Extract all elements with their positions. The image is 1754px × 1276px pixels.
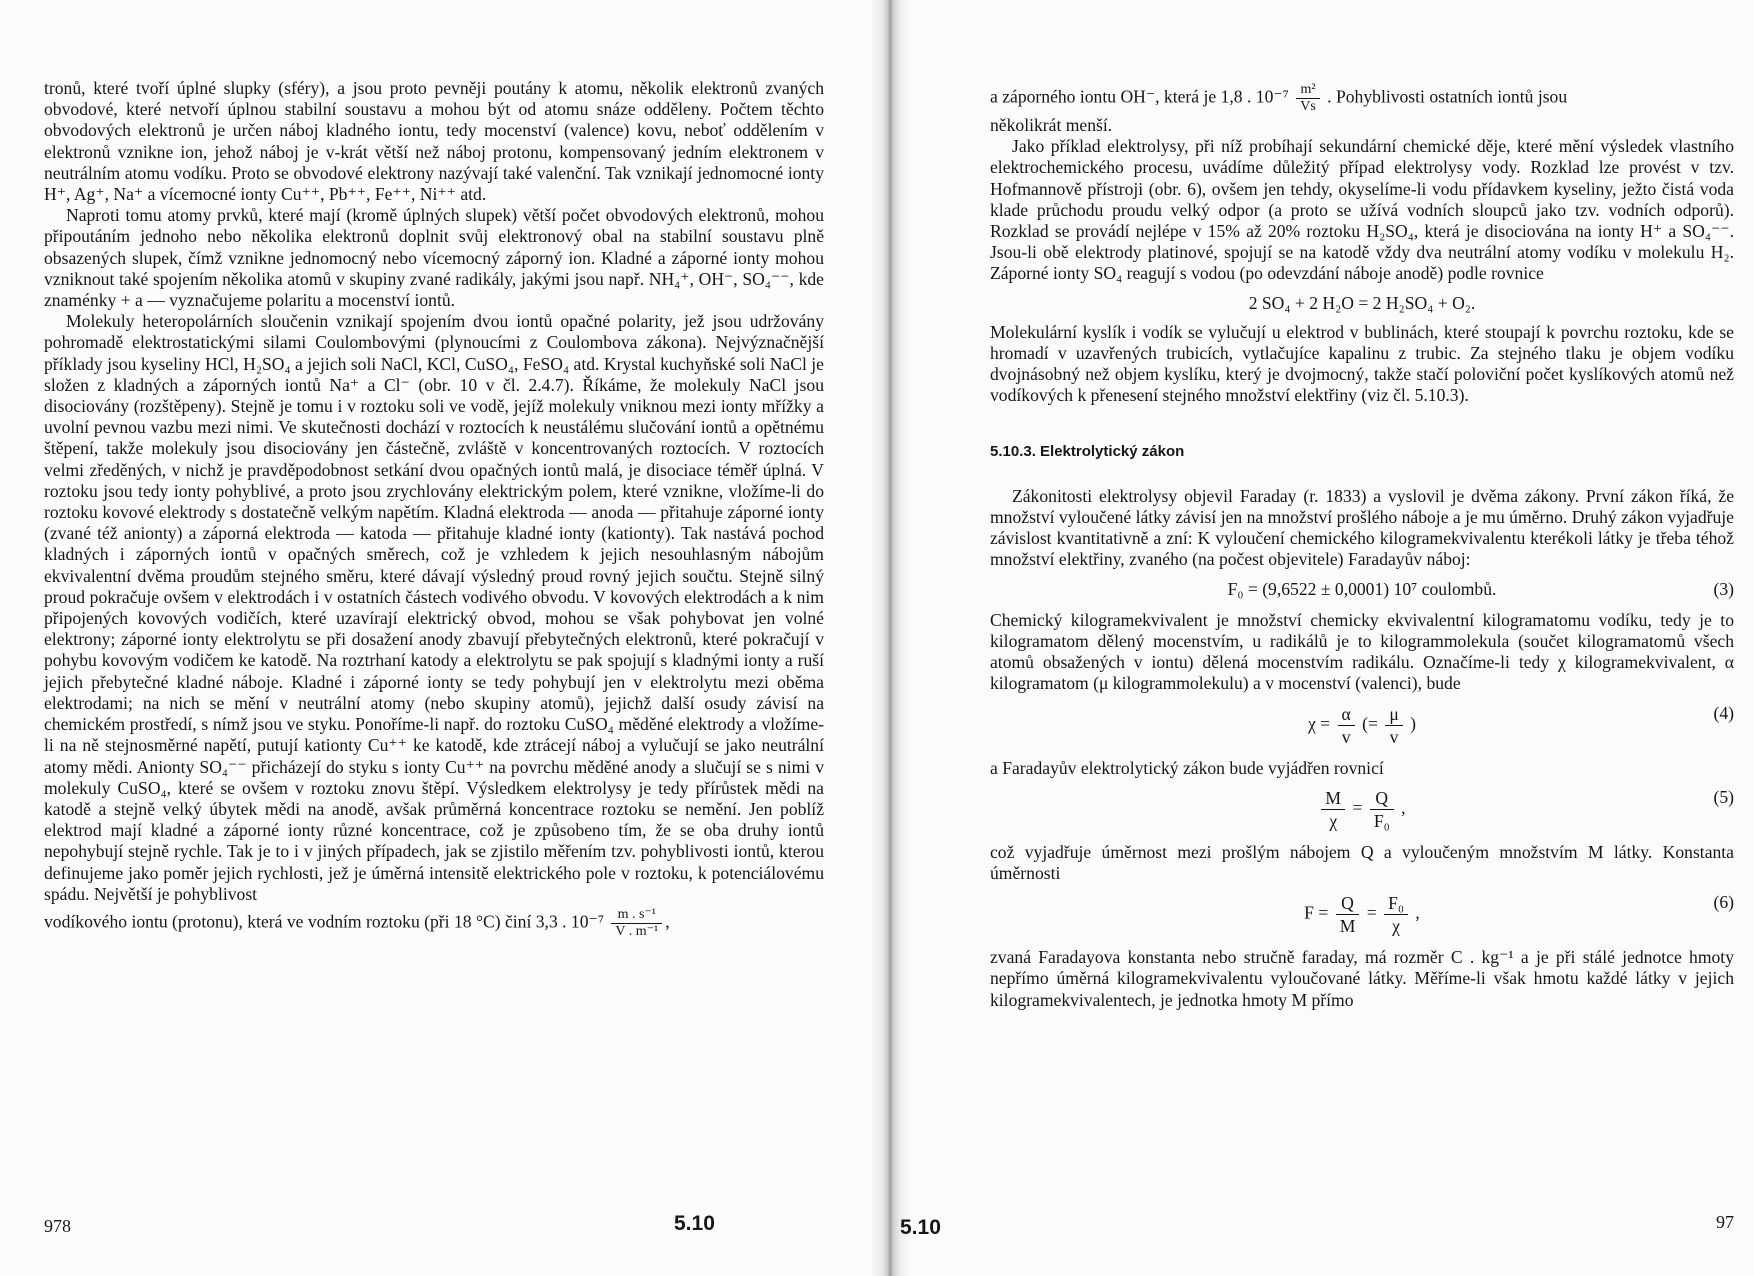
unit-denominator: Vs (1300, 99, 1316, 114)
equation-4 (990, 703, 1734, 748)
paragraph: Jako příklad elektrolysy, při níž probíhají sekundární chemické děje, které mění výsledek vlastního elektrochemického procesu, uvádíme důležitý případ elektrolysy vody. Rozklad lze provést v tzv. Hofmannově přístroji (obr. 6), ovšem jen tehdy, okyselíme-li vodu přídavkem kyseliny, ježto čistá voda klade průchodu proudu velký odpor (a proto se užívá vodních sloupců jako tzv. vodních odporů). Rozklad se provádí nejlépe v 15% až 20% roztoku H₂SO₄, která je disociována na ionty H⁺ a SO₄⁻⁻. Jsou-li obě elektrody platinové, spojují se na katodě vždy dva neutrální atomy vodíku v molekulu H₂. Záporné ionty SO₄ reagují s vodou (po odevzdání náboje anodě) podle rovnice (990, 136, 1734, 284)
equation-number: (4) (1713, 702, 1734, 723)
mobility-line (44, 907, 824, 940)
equals-sign: = (1352, 797, 1363, 818)
equation-3-body: F₀ = (9,6522 ± 0,0001) 10⁷ coulombů. (1227, 578, 1497, 599)
paragraph: několikrát menší. (990, 115, 1113, 135)
fraction (1384, 892, 1408, 937)
section-heading: 5.10.3. Elektrolytický zákon (990, 442, 1185, 460)
paragraph: Chemický kilogramekvivalent je množství chemicky ekvivalentní kilogramatomu vodíku, tedy je to kilogramatom dělený mocenstvím, u radikálů je to kilogrammolekula (součet kilogramatomů všech atomů obsažených v iontu) dělená mocenstvím radikálu. Označíme-li tedy χ kilogramekvivalent, α kilogramatom (μ kilogrammolekulu) a v mocenství (valenci), bude (990, 609, 1734, 694)
denominator: χ (1392, 916, 1400, 937)
equation-6 (990, 892, 1734, 937)
eq4-mid: (= (1362, 713, 1378, 734)
denominator: v (1341, 726, 1351, 747)
unit-fraction (611, 907, 662, 940)
numerator: μ (1385, 703, 1402, 726)
denominator: M (1339, 916, 1356, 937)
denominator: χ (1329, 810, 1338, 831)
eq6-end: , (1415, 902, 1420, 923)
equation-5 (990, 787, 1734, 832)
left-text-column (44, 78, 824, 940)
right-text-column (990, 82, 1734, 1011)
paragraph: Naproti tomu atomy prvků, které mají (kromě úplných slupek) větší počet obvodových elektronů, mohou připoutáním jednoho nebo několika elektronů doplnit svůj elektronový obal na stabilní soustavu plně obsazených slupek, čímž vznikne jednomocný nebo vícemocný záporný ion. Kladné a záporné ionty mohou vzniknout také spojením několika atomů v skupiny zvané radikály, jakými jsou např. NH₄⁺, OH⁻, SO₄⁻⁻, kde znaménky + a — vyznačujeme polaritu a mocenství iontů. (44, 205, 824, 311)
denominator: v (1389, 726, 1399, 747)
equation-number: (5) (1713, 786, 1734, 807)
eq4-lhs: χ = (1307, 713, 1331, 734)
fraction (1370, 787, 1394, 832)
eq6-lhs: F = (1304, 902, 1329, 923)
equation-number: (6) (1713, 892, 1734, 913)
unit-numerator: m² (1296, 82, 1320, 99)
numerator: M (1321, 787, 1345, 810)
paragraph: Molekulární kyslík i vodík se vylučují u elektrod v bublinách, které stoupají k povrchu roztoku, kde se hromadí v uzavřených trubicích, vytlačujíce kapalinu z trubic. Za stejného tlaku je objem vodíku dvojnásobný než objem kyslíku, který je dvojmocný, takže stačí poloviční počet kyslíkových atomů než vodíkových k přenesení stejného množství elektřiny (viz čl. 5.10.3). (990, 321, 1734, 406)
mobility-line (990, 82, 1734, 115)
eq4-end: ) (1410, 713, 1417, 734)
numerator: Q (1336, 892, 1360, 915)
paragraph: Molekuly heteropolárních sloučenin vznikají spojením dvou iontů opačné polarity, jež jsou udržovány pohromadě elektrostatickými silami Coulombovými (plynoucími z Coulombova zákona). Nejvýznačnější příklady jsou kyseliny HCl, H₂SO₄ a jejich soli NaCl, KCl, CuSO₄, FeSO₄ atd. Krystal kuchyňské soli NaCl je složen z kladných a záporných iontů Na⁺ a Cl⁻ (obr. 10 v čl. 2.4.7). Říkáme, že molekuly NaCl jsou disociovány (rozštěpeny). Stejně je tomu i v roztoku soli ve vodě, jejíž molekuly vniknou mezi ionty mřížky a uvolní pevnou vazbu mezi nimi. Ve skutečnosti dochází v roztocích k neustálému slučování iontů a opětnému štěpení, takže molekuly jsou disociovány jen částečně, zvláště v koncentrovaných roztocích. V roztocích velmi zředěných, v nichž je pravděpodobnost setkání dvou opačných iontů malá, je disociace téměř úplná. V roztoku jsou tedy ionty pohyblivé, a proto jsou zrychlovány elektrickým polem, které vznikne, vložíme-li do roztoku kovové elektrody s dostatečně velkým napětím. Kladná elektroda — anoda — přitahuje záporné ionty (zvané též anionty) a záporná elektroda — katoda — přitahuje kladné ionty (kationty). Tak nastává pochod kladných i záporných iontů v opačných směrech, což je vzhledem k jejich nesouhlasným nábojům ekvivalentní dvěma proudům stejného směru, které dávají výsledný proud rovný jejich součtu. Stejně silný proud pokračuje ovšem v elektrodách i v ostatních částech vodivého obvodu. V kovových elektrodách a k nim připojených kovových vodičích, které uzavírají elektrický obvod, mohou se však pohybovat jen volné elektrony; záporné ionty elektrolytu se při dosažení anody zbavují přebytečných elektronů, které pokračují v pohybu kovovým vodičem ke katodě. Na roztrhaní katody a elektrolytu se pak spojují s kladnými ionty a ruší jejich přebytečné kladné náboje. Kladné i záporné ionty se tedy pohybují jen v elektrolytu mezi oběma elektrodami; na nich se mění v neutrální atomy (nebo skupiny atomů), jejichž další osudy závisí na chemickém prostředí, s nímž jsou ve styku. Ponoříme-li např. do roztoku CuSO₄ měděné elektrody a vložíme-li na ně stejnosměrné napětí, putují kationty Cu⁺⁺ ke katodě, kde ztrácejí náboj a vylučují se jako neutrální atomy mědi. Anionty SO₄⁻⁻ přicházejí do styku s ionty Cu⁺⁺ na povrchu měděné anody a slučují se s nimi v molekuly CuSO₄, které se ovšem v roztoku znovu štěpí. Výsledkem elektrolysy je tedy přírůstek mědi na katodě a stejně velký úbytek mědi na anodě, avšak průměrná koncentrace roztoku se nemění. Jen poblíž elektrod mají kladné a záporné ionty různé koncentrace, což je způsobeno tím, že se oba druhy iontů nepohybují stejně rychle. Tak je to i v jiných případech, jak se zjistilo měřením tzv. pohyblivosti iontů, kterou definujeme jako poměr jejich rychlosti, jež je úměrná intensitě elektrického pole v roztoku, k potenciálovému spádu. Největší je pohyblivost (44, 311, 824, 904)
book-gutter (870, 0, 910, 1276)
numerator: Q (1370, 787, 1394, 810)
reaction-equation: 2 SO₄ + 2 H₂O = 2 H₂SO₄ + O₂. (1248, 292, 1476, 313)
page-number: 978 (44, 1216, 71, 1236)
eq5-end: , (1401, 797, 1406, 818)
section-mark: 5.10 (674, 1212, 715, 1235)
paragraph: tronů, které tvoří úplné slupky (sféry), a jsou proto pevněji poutány k atomu, několik elektronů zvaných obvodové, které netvoří úplnou stabilní soustavu a mohou být od atomu snáze odděleny. Počtem těchto obvodových elektronů je určen náboj kladného iontu, tedy mocenství (valence) kovu, neboť oddělením v elektronů vznikne ion, jehož náboj je v-krát větší než náboj protonu, kompensovaný jedním elektronem v neutrálním atomu vodíku. Proto se obvodové elektrony nazývají také valenční. Tak vznikají jednomocné ionty H⁺, Ag⁺, Na⁺ a vícemocné ionty Cu⁺⁺, Pb⁺⁺, Fe⁺⁺, Ni⁺⁺ atd. (44, 78, 824, 205)
numerator: α (1338, 703, 1355, 726)
mobility-text-rest: . Pohyblivosti ostatních iontů jsou (1327, 86, 1568, 107)
equals-sign: = (1366, 902, 1377, 923)
numerator: F₀ (1384, 892, 1408, 915)
paragraph: a Faradayův elektrolytický zákon bude vyjádřen rovnicí (990, 757, 1384, 778)
equation-number: (3) (1713, 578, 1734, 599)
fraction (1385, 703, 1402, 748)
paragraph: Zákonitosti elektrolysy objevil Faraday (r. 1833) a vyslovil je dvěma zákony. První zákon říká, že množství vyloučené látky závisí jen na množství prošlého náboje a je mu úměrno. Druhý zákon vyjadřuje závislost kvantitativně a zní: K vyloučení chemického kilogramekvivalentu kterékoli látky je třeba téhož množství elektřiny, zvaného (na počest objevitele) Faradayův náboj: (990, 485, 1734, 570)
denominator: F₀ (1373, 810, 1390, 831)
paragraph: zvaná Faradayova konstanta nebo stručně faraday, má rozměr C . kg⁻¹ a je při stálé jednotce hmoty nepřímo úměrná kilogramekvivalentu vyloučované látky. Měříme-li však hmotu každé látky v jejich kilogramekvivalentech, je jednotka hmoty M přímo (990, 947, 1734, 1010)
section-mark: 5.10 (900, 1216, 941, 1239)
unit-denominator: V . m⁻¹ (615, 923, 659, 939)
page-number: 97 (1716, 1212, 1734, 1232)
line-end: , (665, 911, 670, 932)
fraction (1321, 787, 1345, 832)
fraction (1338, 703, 1355, 748)
unit-fraction (1296, 82, 1320, 115)
mobility-text: a záporného iontu OH⁻, která je 1,8 . 10⁻⁷ (990, 86, 1289, 107)
fraction (1336, 892, 1360, 937)
paragraph: což vyjadřuje úměrnost mezi prošlým nábojem Q a vyloučeným množstvím M látky. Konstanta úměrnosti (990, 841, 1734, 884)
mobility-text: vodíkového iontu (protonu), která ve vodním roztoku (při 18 °C) činí 3,3 . 10⁻⁷ (44, 911, 604, 932)
equation-3 (990, 579, 1734, 600)
unit-numerator: m . s⁻¹ (611, 907, 662, 924)
